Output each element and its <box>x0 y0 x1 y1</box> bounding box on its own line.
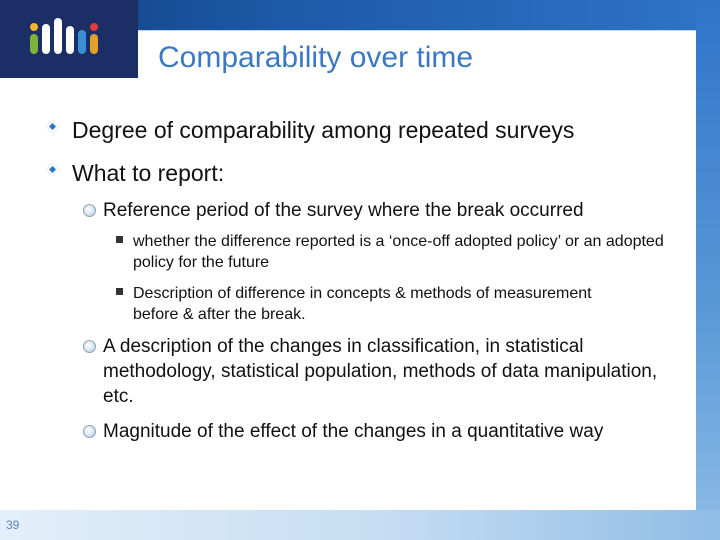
logo-panel <box>0 0 138 78</box>
circle-bullet-icon <box>83 204 96 217</box>
bullet-text: Description of difference in concepts & methods of measurement before & after the break. <box>133 285 592 323</box>
footer-band <box>0 510 720 540</box>
bullet-what-to-report <box>56 160 224 187</box>
right-border <box>696 0 720 540</box>
circle-bullet-icon <box>83 425 96 438</box>
bullet-text: A description of the changes in classification, in statistical methodology, statistical population, methods of data manipulation, etc. <box>103 336 658 407</box>
bullet-text: What to report: <box>72 160 225 186</box>
bullet-text: Degree of comparability among repeated surveys <box>72 117 575 143</box>
report-item-reference-period <box>103 198 673 223</box>
square-bullet-icon <box>116 236 123 243</box>
bullet-text: whether the difference reported is a ‘once-off adopted policy’ or an adopted policy for the future <box>133 233 664 271</box>
logo-icon <box>22 14 122 64</box>
report-item-description-changes <box>103 334 673 409</box>
slide-number: 39 <box>6 518 20 532</box>
bullet-text: Reference period of the survey where the break occurred <box>103 200 584 221</box>
circle-bullet-icon <box>83 340 96 353</box>
sub-item-description <box>133 283 593 325</box>
title-box <box>138 30 696 79</box>
report-item-magnitude <box>103 419 663 444</box>
slide-title: Comparability over time <box>158 41 474 74</box>
bullet-text: Magnitude of the effect of the changes in a quantitative way <box>103 421 604 442</box>
square-bullet-icon <box>116 288 123 295</box>
sub-item-policy <box>133 231 673 273</box>
bullet-comparability <box>56 117 574 144</box>
